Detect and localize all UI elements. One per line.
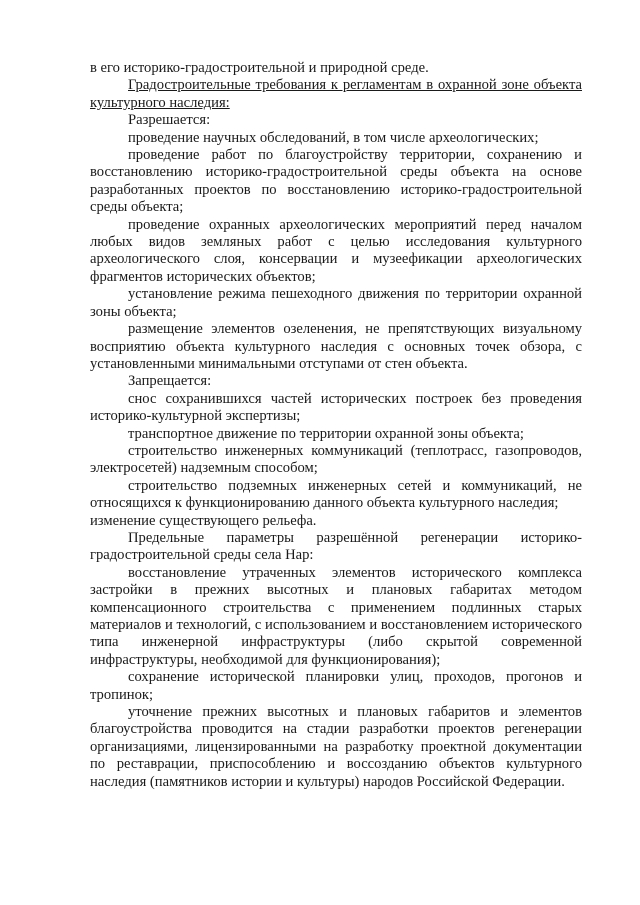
paragraph: строительство инженерных коммуникаций (теплотрасс, газопроводов, электросетей) надземным способом; xyxy=(90,442,582,477)
paragraph: снос сохранившихся частей исторических построек без проведения историко-культурной экспертизы; xyxy=(90,390,582,425)
paragraph: уточнение прежних высотных и плановых габаритов и элементов благоустройства проводится на стадии разработки проектов регенерации организациями, лицензированными на разработку проектной документации по реставрации, приспособлению и воссозданию объектов культурного наследия (памятников истории и культуры) народов Российской Федерации. xyxy=(90,704,582,790)
paragraph: в его историко-градостроительной и природной среде. xyxy=(90,60,429,76)
section-heading: Градостроительные требования к регламентам в охранной зоне объекта культурного наследия: xyxy=(90,77,582,111)
paragraph: сохранение исторической планировки улиц, проходов, прогонов и тропинок; xyxy=(90,669,582,703)
paragraph: транспортное движение по территории охранной зоны объекта; xyxy=(128,425,524,442)
paragraph: восстановление утраченных элементов исторического комплекса застройки в прежних высотных и плановых габаритах методом компенсационного строительства с применением подлинных старых материалов и технологий, с использованием и восстановлением исторического типа инженерной инфраструктуры (либо скрытой современной инфраструктуры, необходимой для функционирования); xyxy=(90,564,582,668)
forbidden-heading: Запрещается: xyxy=(128,373,212,390)
paragraph: Предельные параметры разрешённой регенерации историко-градостроительной среды села Нар: xyxy=(90,529,582,564)
paragraph: проведение охранных археологических мероприятий перед началом любых видов земляных работ с целью исследования культурного археологического слоя, консервации и музеефикации археологических фрагментов исторических объектов; xyxy=(90,216,582,285)
paragraph: проведение работ по благоустройству территории, сохранению и восстановлению историко-градостроительной среды объекта на основе разработанных проектов по восстановлению историко-градостроительной среды объекта; xyxy=(90,147,582,216)
paragraph: строительство подземных инженерных сетей и коммуникаций, не относящихся к функционированию данного объекта культурного наследия; xyxy=(90,477,582,512)
paragraph: размещение элементов озеленения, не препятствующих визуальному восприятию объекта культурного наследия с основных точек обзора, с установленными минимальными отступами от стен объекта. xyxy=(90,321,582,372)
allowed-heading: Разрешается: xyxy=(128,112,211,129)
paragraph: проведение научных обследований, в том числе археологических; xyxy=(128,129,539,146)
paragraph: установление режима пешеходного движения по территории охранной зоны объекта; xyxy=(90,286,582,320)
paragraph: изменение существующего рельефа. xyxy=(90,512,317,529)
